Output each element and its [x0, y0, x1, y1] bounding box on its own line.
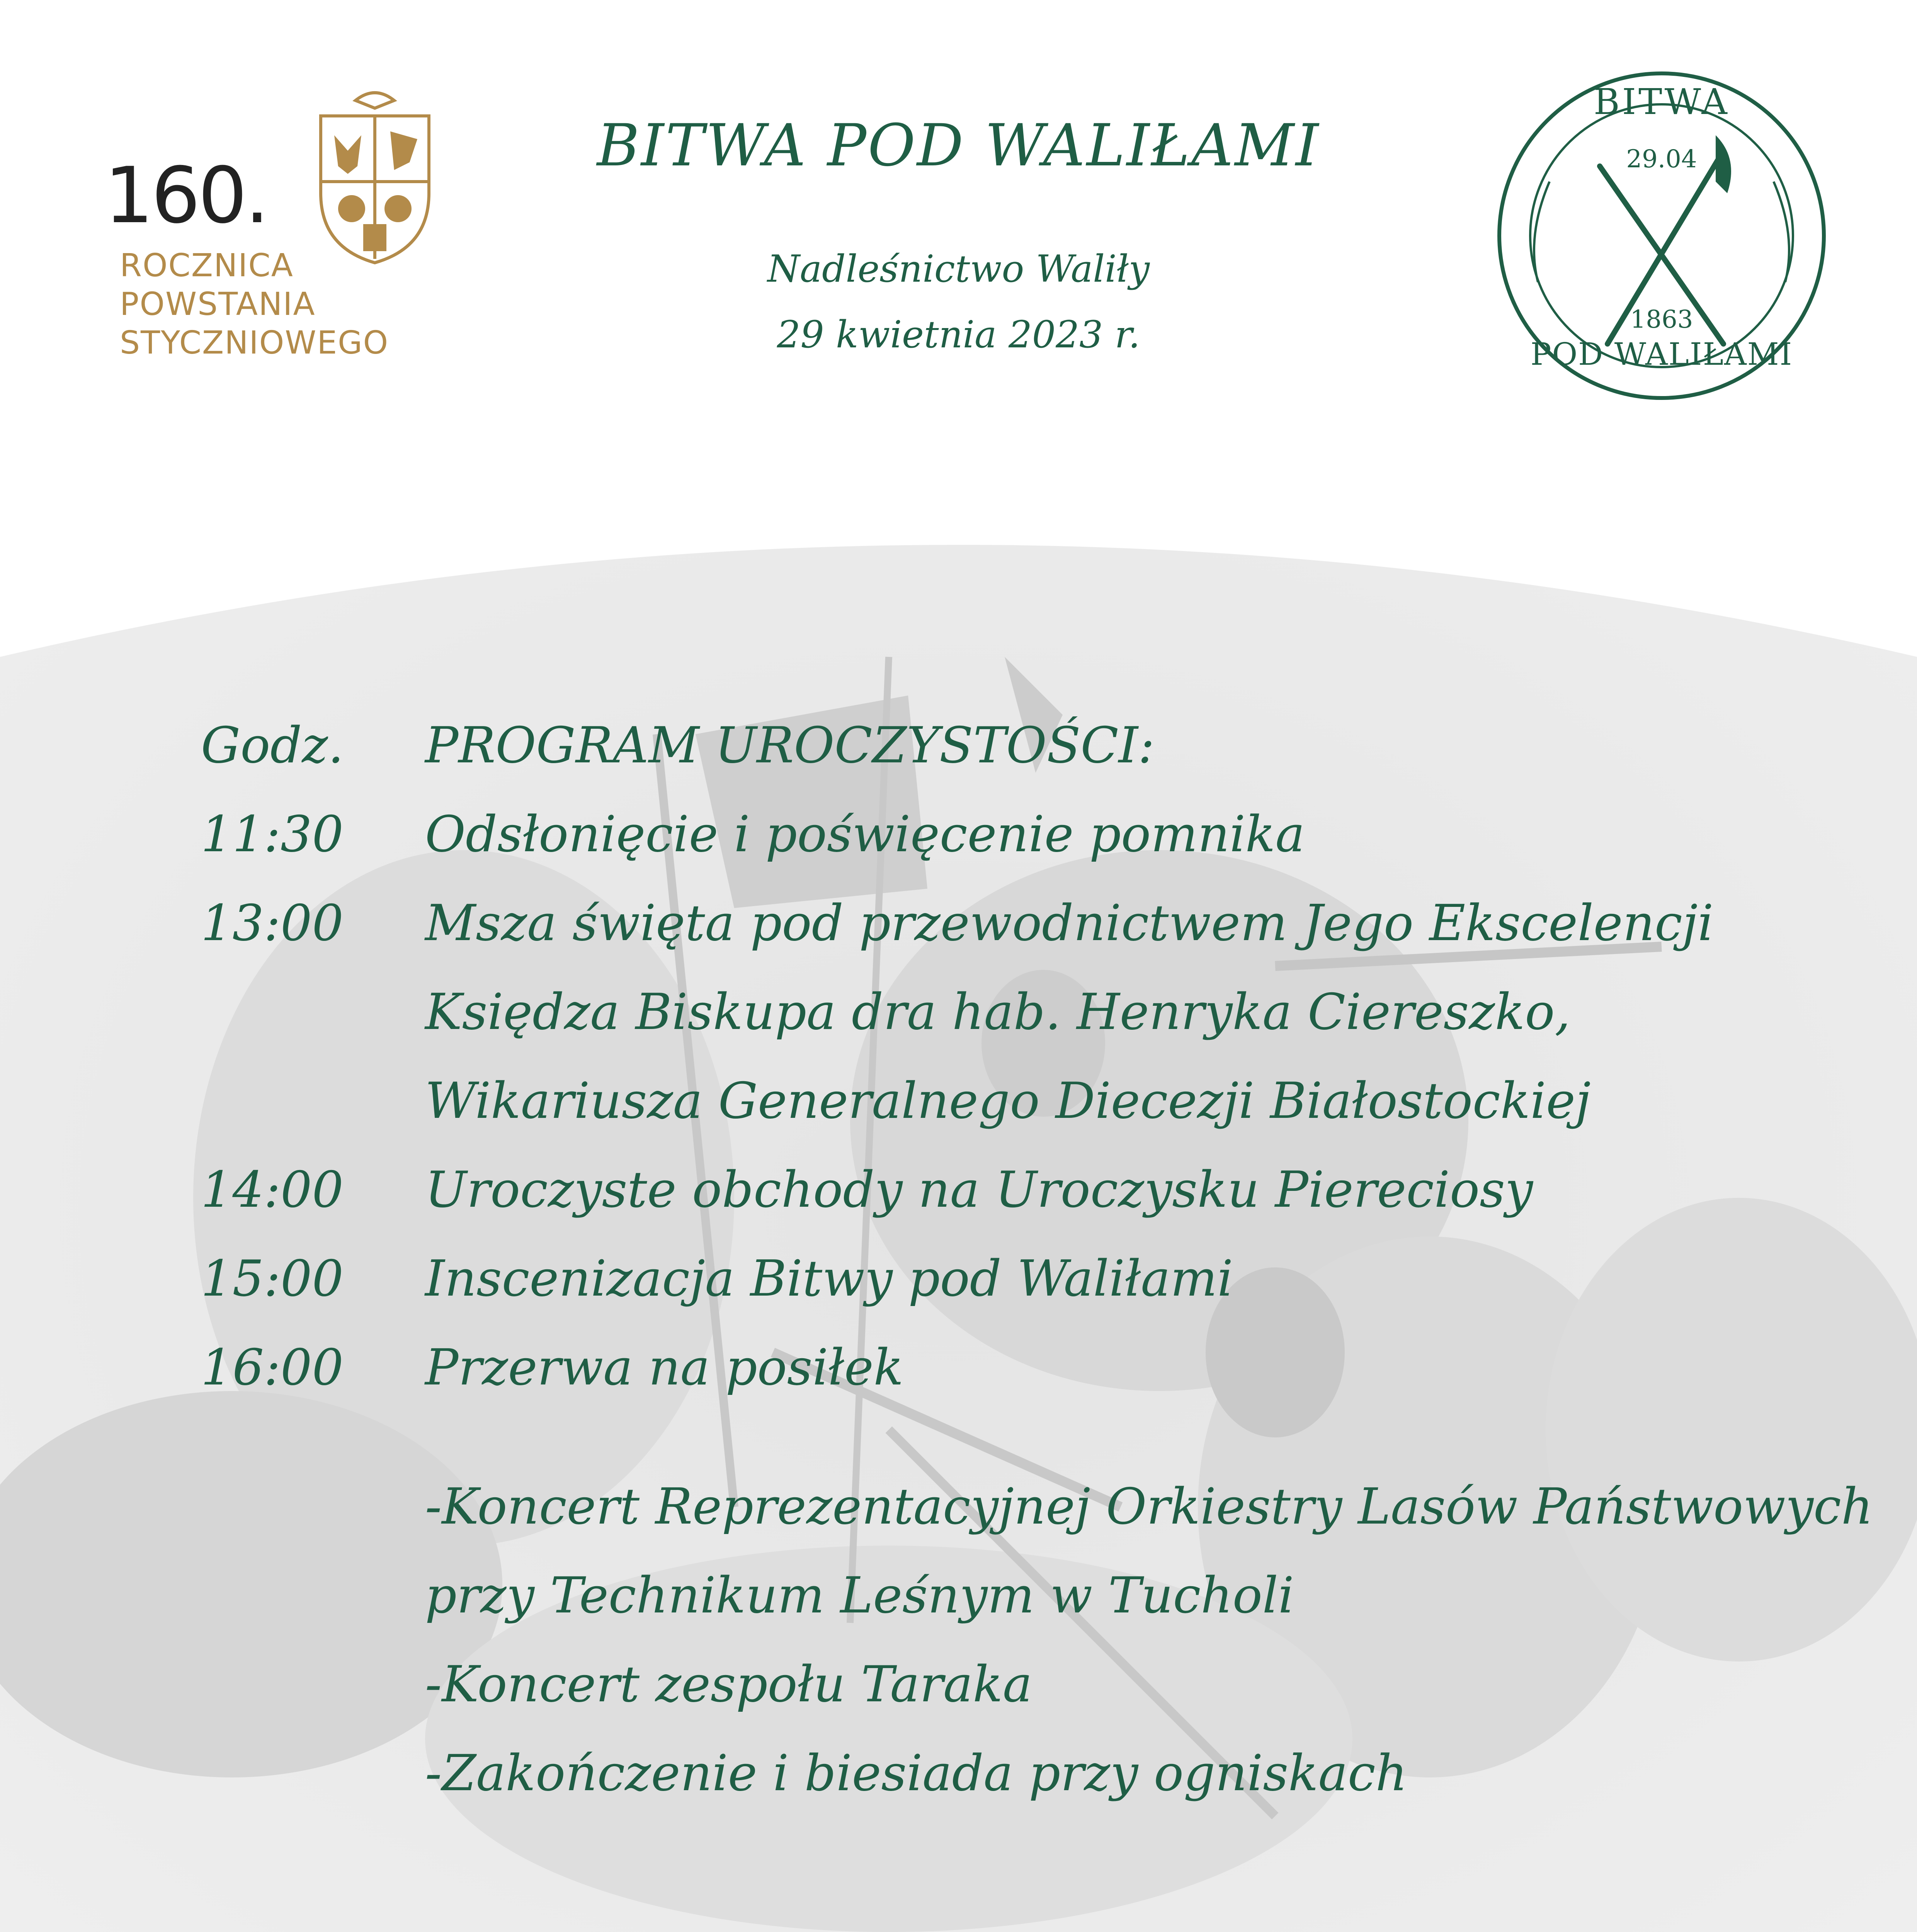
program-item-text: Księdza Biskupa dra hab. Henryka Ciereszko, [425, 983, 1571, 1041]
anniversary-line-3: STYCZNIOWEGO [120, 325, 389, 361]
anniversary-number: 160. [104, 151, 267, 241]
event-place: Nadleśnictwo Waliły [767, 247, 1150, 291]
program-extra-text: przy Technikum Leśnym w Tucholi [425, 1567, 1294, 1624]
badge-year: 1863 [1630, 305, 1693, 334]
anniversary-line-2: POWSTANIA [120, 286, 316, 323]
program-time: 15:00 [201, 1250, 344, 1308]
badge-date: 29.04 [1626, 145, 1697, 173]
program-item-text: Przerwa na posiłek [425, 1339, 904, 1396]
program-extra-text: -Koncert zespołu Taraka [425, 1656, 1032, 1713]
badge-bottom-text: POD WALIŁAMI [1530, 336, 1793, 372]
program-header-time: Godz. [201, 717, 344, 774]
event-date: 29 kwietnia 2023 r. [777, 313, 1140, 356]
program-header-title: PROGRAM UROCZYSTOŚCI: [425, 717, 1155, 774]
program-item-text: Msza święta pod przewodnictwem Jego Ekscelencji [425, 895, 1714, 952]
badge-top-text: BITWA [1594, 81, 1730, 122]
program-time: 11:30 [201, 806, 344, 863]
program-time: 13:00 [201, 895, 344, 952]
event-title: BITWA POD WALIŁAMI [597, 112, 1320, 179]
program-extra-text: -Koncert Reprezentacyjnej Orkiestry Lasów Państwowych [425, 1478, 1873, 1536]
program-item-text: Uroczyste obchody na Uroczysku Piereciosy [425, 1161, 1533, 1219]
battle-badge [1492, 66, 1832, 406]
anniversary-line-1: ROCZNICA [120, 247, 294, 284]
program-time: 14:00 [201, 1161, 344, 1219]
program-item-text: Inscenizacja Bitwy pod Waliłami [425, 1250, 1233, 1308]
program-extra-text: -Zakończenie i biesiada przy ogniskach [425, 1745, 1407, 1802]
program-time: 16:00 [201, 1339, 344, 1396]
program-item-text: Odsłonięcie i poświęcenie pomnika [425, 806, 1305, 863]
program-item-text: Wikariusza Generalnego Diecezji Białostockiej [425, 1072, 1591, 1130]
